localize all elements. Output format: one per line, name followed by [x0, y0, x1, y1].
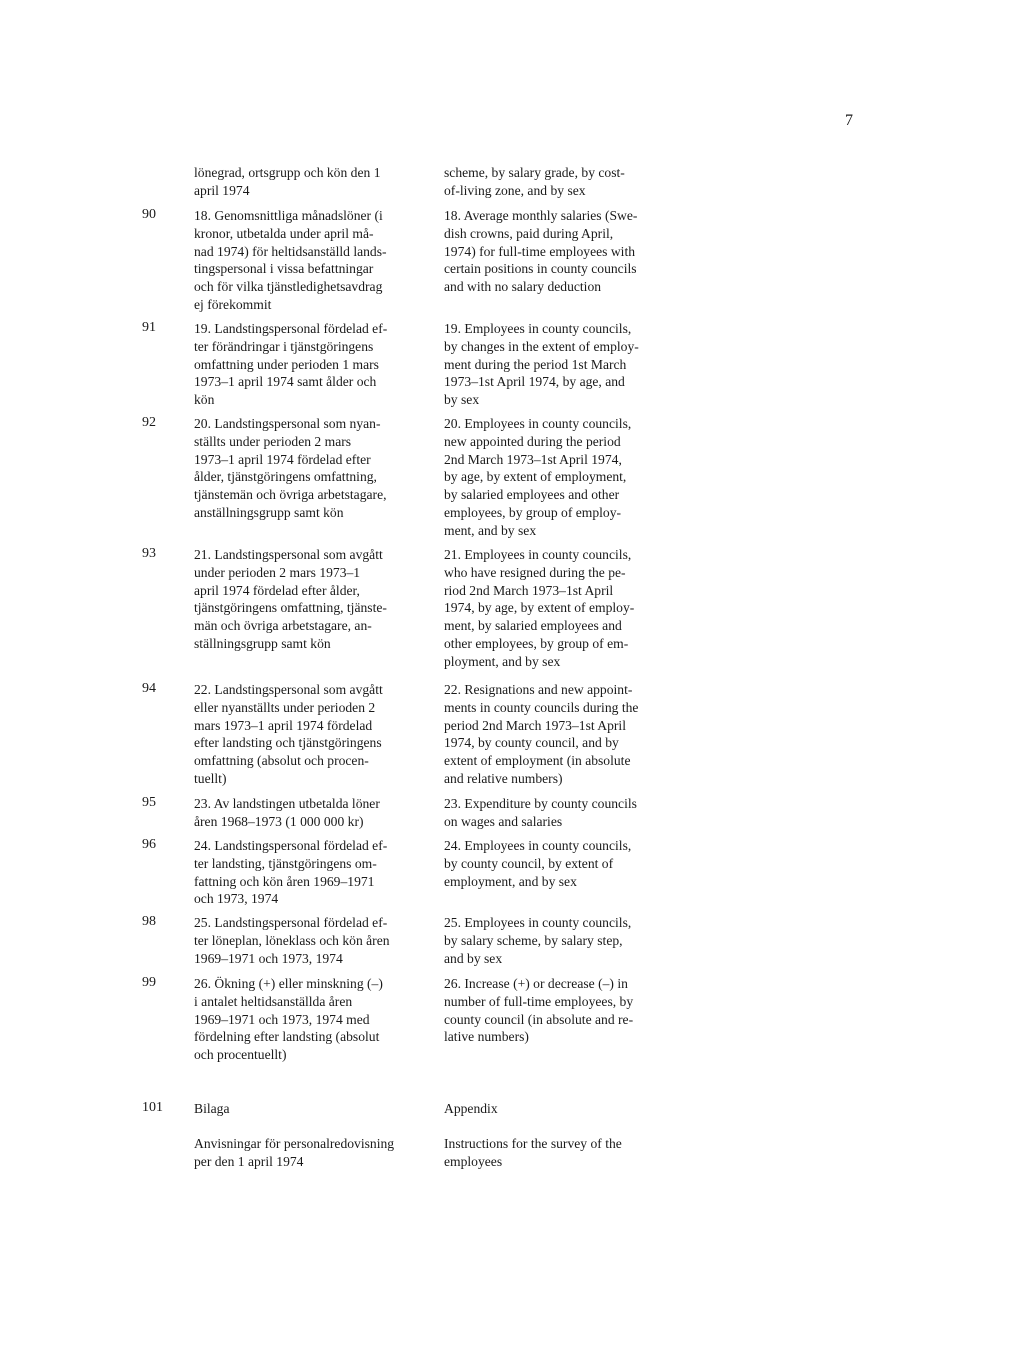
page-ref: 95 — [142, 795, 156, 810]
page-ref: 96 — [142, 837, 156, 852]
swedish-title: 24. Landstingspersonal fördelad ef- ter landsting, tjänstgöringens om- fattning och kön åren 1969–1971 och 1973, 1974 — [194, 838, 388, 907]
appendix-label-en: Appendix — [444, 1100, 498, 1116]
page-ref: 94 — [142, 681, 156, 696]
english-title: scheme, by salary grade, by cost- of-living zone, and by sex — [444, 165, 625, 198]
page-ref: 92 — [142, 415, 156, 430]
swedish-title: 18. Genomsnittliga månadslöner (i kronor, utbetalda under april må- nad 1974) för heltidsanställd lands- tingspersonal i vissa befattningar och för vilka tjänstledighetsavdrag ej förekommit — [194, 208, 387, 312]
swedish-title: 20. Landstingspersonal som nyan- ställts under perioden 2 mars 1973–1 april 1974 fördelad efter ålder, tjänstgöringens omfattning, tjänstemän och övriga arbetstagare, anställningsgrupp samt kön — [194, 416, 387, 520]
english-appendix — [444, 1082, 672, 1189]
english-title: 23. Expenditure by county councils on wages and salaries — [444, 796, 637, 829]
english-title: 20. Employees in county councils, new appointed during the period 2nd March 1973–1st April 1974, by age, by extent of employment, by salaried employees and other employees, by group of employ- ment, and by sex — [444, 416, 632, 538]
english-title: 25. Employees in county councils, by salary scheme, by salary step, and by sex — [444, 915, 632, 966]
english-title: 21. Employees in county councils, who have resigned during the pe- riod 2nd March 1973–1st April 1974, by age, by extent of employ- ment, by salaried employees and other employees, by group of em- ployment, and by sex — [444, 547, 635, 669]
page-ref: 99 — [142, 975, 156, 990]
swedish-title: 21. Landstingspersonal som avgått under perioden 2 mars 1973–1 april 1974 fördelad efter ålder, tjänstgöringens omfattning, tjänste- män och övriga arbetstagare, an- ställningsgrupp samt kön — [194, 547, 387, 651]
page-ref: 91 — [142, 320, 156, 335]
swedish-title: Anvisningar för personalredovisning per den 1 april 1974 — [194, 1136, 395, 1170]
english-title: Instructions for the survey of the employees — [444, 1136, 622, 1170]
swedish-title: 19. Landstingspersonal fördelad ef- ter förändringar i tjänstgöringens omfattning under perioden 1 mars 1973–1 april 1974 samt ålder och kön — [194, 321, 388, 408]
english-title: 22. Resignations and new appoint- ments in county councils during the period 2nd March 1973–1st April 1974, by county council, and by extent of employment (in absolute and relative numbers) — [444, 682, 639, 786]
swedish-title: lönegrad, ortsgrupp och kön den 1 april 1974 — [194, 165, 381, 198]
swedish-title: 22. Landstingspersonal som avgått eller nyanställts under perioden 2 mars 1973–1 april 1974 fördelad efter landsting och tjänstgöringens omfattning (absolut och procen- tuellt) — [194, 682, 383, 786]
english-title: 18. Average monthly salaries (Swe- dish crowns, paid during April, 1974) for full-time employees with certain positions in county councils and with no salary deduction — [444, 208, 638, 295]
english-title: 19. Employees in county councils, by changes in the extent of employ- ment during the period 1st March 1973–1st April 1974, by age, and by sex — [444, 321, 639, 408]
swedish-title: 23. Av landstingen utbetalda löner åren 1968–1973 (1 000 000 kr) — [194, 796, 380, 829]
english-title: 24. Employees in county councils, by county council, by extent of employment, and by sex — [444, 838, 632, 889]
swedish-title: 26. Ökning (+) eller minskning (–) i antalet heltidsanställda åren 1969–1971 och 1973, 1974 med fördelning efter landsting (absolut och procentuellt) — [194, 976, 383, 1063]
page-number: 7 — [845, 112, 853, 129]
swedish-appendix — [194, 1082, 420, 1189]
page-ref: 101 — [142, 1100, 163, 1115]
page-ref: 90 — [142, 207, 156, 222]
page-ref: 93 — [142, 546, 156, 561]
english-title: 26. Increase (+) or decrease (–) in number of full-time employees, by county council (in absolute and re- lative numbers) — [444, 976, 634, 1045]
swedish-title: 25. Landstingspersonal fördelad ef- ter löneplan, löneklass och kön åren 1969–1971 och 1973, 1974 — [194, 915, 390, 966]
appendix-label-sv: Bilaga — [194, 1100, 230, 1116]
page-ref: 98 — [142, 914, 156, 929]
